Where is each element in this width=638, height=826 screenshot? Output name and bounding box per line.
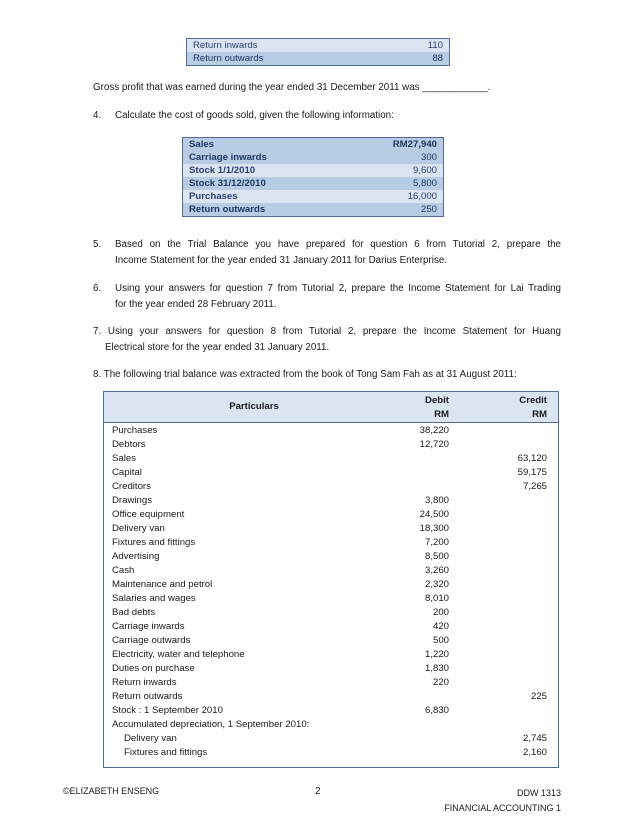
table-row — [104, 550, 558, 564]
debit-amount: 8,010 — [424, 593, 449, 604]
row-label: Stock 31/12/2010 — [189, 178, 266, 189]
row-value: 88 — [432, 53, 443, 64]
row-label: Purchases — [189, 191, 238, 202]
table-row — [104, 424, 558, 438]
question-7 — [93, 324, 561, 356]
credit-amount: 2,745 — [522, 733, 547, 744]
question-number: 5. — [93, 239, 102, 250]
footer-author: ©ELIZABETH ENSENG — [63, 786, 160, 796]
row-value: 16,000 — [407, 191, 437, 202]
particular-name: Maintenance and petrol — [112, 579, 213, 590]
debit-amount: 500 — [432, 635, 449, 646]
particular-name: Delivery van — [124, 733, 177, 744]
question-4 — [93, 108, 394, 124]
gross-profit-question: Gross profit that was earned during the year ended 31 December 2011 was ____________. — [93, 82, 491, 93]
table-row — [104, 662, 558, 676]
question-text-line-2: Income Statement for the year ended 31 January 2011 for Darius Enterprise. — [115, 255, 448, 266]
particular-name: Stock : 1 September 2010 — [112, 705, 223, 716]
debit-heading: Debit RM — [425, 395, 449, 420]
debit-amount: 1,220 — [424, 649, 449, 660]
table-row — [104, 634, 558, 648]
credit-amount: 59,175 — [517, 467, 547, 478]
debit-amount: 38,220 — [419, 425, 449, 436]
table-row — [187, 39, 450, 53]
row-label: Carriage inwards — [189, 152, 267, 163]
particular-name: Carriage inwards — [112, 621, 185, 632]
particular-name: Salaries and wages — [112, 593, 196, 604]
particular-name: Bad debts — [112, 607, 156, 618]
table-row — [104, 438, 558, 452]
trial-balance-table — [103, 391, 559, 768]
table-row — [104, 732, 558, 746]
debit-amount: 220 — [432, 677, 449, 688]
particular-name: Debtors — [112, 439, 146, 450]
trial-balance-body — [104, 423, 558, 760]
question-text-line-2: Electrical store for the year ended 31 January 2011. — [105, 342, 330, 353]
question-6 — [93, 281, 561, 313]
table-row — [104, 648, 558, 662]
table-row — [104, 690, 558, 704]
return-summary-table — [186, 38, 450, 66]
particular-name: Sales — [112, 453, 136, 464]
question-5 — [93, 237, 561, 269]
credit-heading: Credit RM — [519, 395, 547, 420]
particular-name: Electricity, water and telephone — [112, 649, 245, 660]
particular-name: Return inwards — [112, 677, 177, 688]
cogs-info-table — [182, 137, 444, 217]
row-label: Return inwards — [193, 40, 258, 51]
row-value: RM27,940 — [392, 139, 437, 150]
particular-name: Return outwards — [112, 691, 183, 702]
particular-name: Cash — [112, 565, 135, 576]
table-row — [104, 676, 558, 690]
question-text-line-2: for the year ended 28 February 2011. — [115, 299, 277, 310]
table-row — [183, 190, 444, 203]
table-row — [104, 536, 558, 550]
particular-name: Carriage outwards — [112, 635, 191, 646]
table-row — [183, 164, 444, 177]
table-row — [183, 151, 444, 164]
row-label: Stock 1/1/2010 — [189, 165, 256, 176]
debit-amount: 24,500 — [419, 509, 449, 520]
table-row — [104, 480, 558, 494]
debit-amount: 1,830 — [424, 663, 449, 674]
trial-balance-header — [104, 392, 558, 423]
particular-name: Fixtures and fittings — [112, 537, 196, 548]
particular-name: Delivery van — [112, 523, 165, 534]
row-value: 300 — [420, 152, 437, 163]
particular-name: Drawings — [112, 495, 152, 506]
table-row — [104, 466, 558, 480]
particular-name: Fixtures and fittings — [124, 747, 208, 758]
table-row — [104, 522, 558, 536]
table-row — [104, 620, 558, 634]
question-text: Calculate the cost of goods sold, given the following information: — [115, 110, 394, 121]
credit-amount: 225 — [530, 691, 547, 702]
question-8: 8. The following trial balance was extracted from the book of Tong Sam Fah as at 31 August 2011: — [93, 369, 517, 380]
table-row — [104, 452, 558, 466]
table-row — [104, 508, 558, 522]
particular-name: Purchases — [112, 425, 158, 436]
question-number: 6. — [93, 283, 102, 294]
particular-name: Capital — [112, 467, 142, 478]
particulars-heading: Particulars — [229, 401, 279, 412]
credit-amount: 7,265 — [522, 481, 547, 492]
particular-name: Creditors — [112, 481, 151, 492]
row-value: 5,800 — [412, 178, 437, 189]
table-row — [104, 564, 558, 578]
table-row — [183, 203, 444, 217]
debit-amount: 18,300 — [419, 523, 449, 534]
table-row — [104, 606, 558, 620]
table-row — [183, 138, 444, 152]
particular-name: Accumulated depreciation, 1 September 2010: — [112, 719, 310, 730]
footer-course — [444, 786, 561, 816]
row-label: Return outwards — [193, 53, 264, 64]
row-label: Sales — [189, 139, 215, 150]
debit-amount: 3,800 — [424, 495, 449, 506]
question-text-line-1: 7. Using your answers for question 8 from Tutorial 2, prepare the Income Statement for Huang — [93, 326, 561, 337]
particular-name: Office equipment — [112, 509, 185, 520]
table-row — [183, 177, 444, 190]
course-name: FINANCIAL ACCOUNTING 1 — [444, 803, 561, 813]
row-value: 110 — [427, 40, 443, 51]
particular-name: Advertising — [112, 551, 160, 562]
debit-amount: 8,500 — [424, 551, 449, 562]
row-value: 250 — [420, 204, 437, 215]
debit-amount: 3,260 — [424, 565, 449, 576]
page-number: 2 — [315, 786, 321, 797]
debit-amount: 2,320 — [424, 579, 449, 590]
table-row — [104, 494, 558, 508]
row-value: 9,600 — [412, 165, 437, 176]
debit-amount: 200 — [432, 607, 449, 618]
particular-name: Duties on purchase — [112, 663, 195, 674]
question-text-line-1: Based on the Trial Balance you have prepared for question 6 from Tutorial 2, prepare the — [115, 239, 561, 250]
question-number: 4. — [93, 110, 102, 121]
table-row — [104, 592, 558, 606]
table-row — [104, 704, 558, 718]
credit-amount: 2,160 — [522, 747, 547, 758]
credit-amount: 63,120 — [517, 453, 547, 464]
table-row — [104, 746, 558, 760]
row-label: Return outwards — [189, 204, 266, 215]
debit-amount: 7,200 — [424, 537, 449, 548]
debit-amount: 420 — [432, 621, 449, 632]
table-row — [104, 578, 558, 592]
question-text-line-1: Using your answers for question 7 from Tutorial 2, prepare the Income Statement for Lai Trading — [115, 283, 561, 294]
table-row — [187, 52, 450, 66]
course-code: DDW 1313 — [516, 788, 561, 798]
table-row — [104, 718, 558, 732]
debit-amount: 6,830 — [424, 705, 449, 716]
debit-amount: 12,720 — [419, 439, 449, 450]
